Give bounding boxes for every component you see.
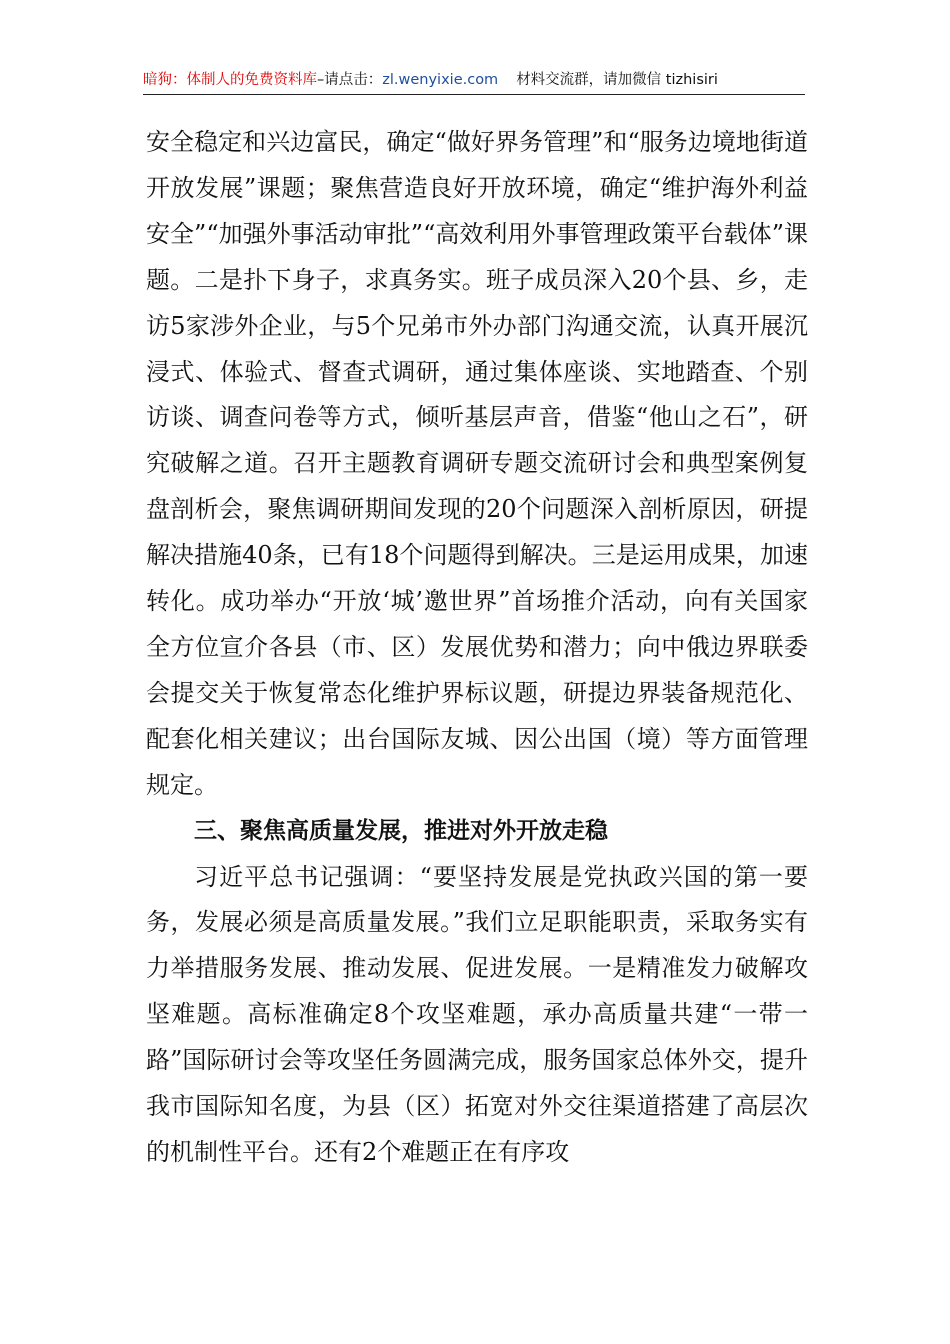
header-click-prompt: –请点击：	[317, 72, 383, 88]
body-paragraph-2: 习近平总书记强调：“要坚持发展是党执政兴国的第一要务，发展必须是高质量发展。”我们立足职能职责，采取务实有力举措服务发展、推动发展、促进发展。一是精准发力破解攻坚难题。高标准确定8个攻坚难题，承办高质量共建“一带一路”国际研讨会等攻坚任务圆满完成，服务国家总体外交，提升我市国际知名度，为县（区）拓宽对外交往渠道搭建了高层次的机制性平台。还有2个难题正在有序攻	[146, 862, 808, 1166]
header-link[interactable]: zl.wenyixie.com	[382, 72, 499, 88]
header-wechat-note: 材料交流群，请加微信 tizhisiri	[516, 72, 718, 88]
section-heading-3: 三、聚焦高质量发展，推进对外开放走稳	[194, 817, 608, 844]
document-body	[146, 120, 808, 1176]
body-paragraph-1: 安全稳定和兴边富民，确定“做好界务管理”和“服务边境地街道开放发展”课题；聚焦营造良好开放环境，确定“维护海外利益安全”“加强外事活动审批”“高效利用外事管理政策平台载体”课题。二是扑下身子，求真务实。班子成员深入20个县、乡，走访5家涉外企业，与5个兄弟市外办部门沟通交流，认真开展沉浸式、体验式、督查式调研，通过集体座谈、实地踏查、个别访谈、调查问卷等方式，倾听基层声音，借鉴“他山之石”，研究破解之道。召开主题教育调研专题交流研讨会和典型案例复盘剖析会，聚焦调研期间发现的20个问题深入剖析原因，研提解决措施40条，已有18个问题得到解决。三是运用成果，加速转化。成功举办“开放‘城’邀世界”首场推介活动，向有关国家全方位宣介各县（市、区）发展优势和潜力；向中俄边界联委会提交关于恢复常态化维护界标议题，研提边界装备规范化、配套化相关建议；出台国际友城、因公出国（境）等方面管理规定。	[146, 128, 808, 799]
header-site-name: 暗狗：体制人的免费资料库	[143, 72, 317, 88]
page-header	[143, 70, 805, 95]
